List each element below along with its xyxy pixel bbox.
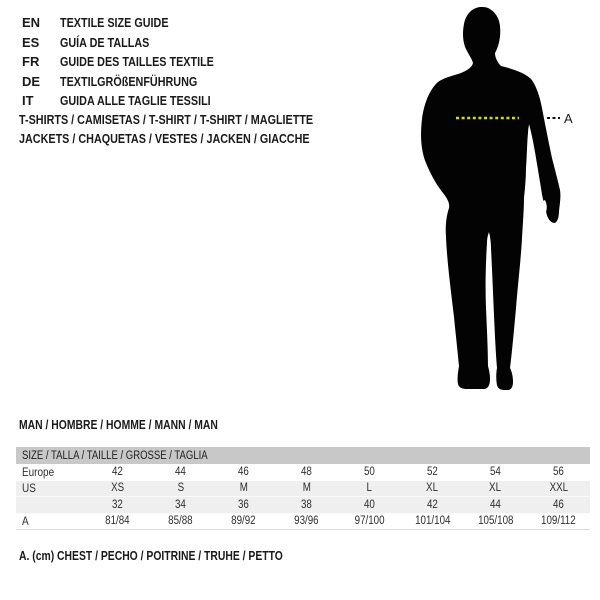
- category-line-2: [19, 129, 373, 148]
- language-code: DE: [22, 73, 41, 89]
- table-row-us: [16, 481, 590, 498]
- language-code: IT: [22, 93, 34, 109]
- language-row-es: [22, 33, 245, 53]
- size-cell: 97/100: [354, 515, 385, 528]
- category-line-1: [19, 110, 373, 129]
- language-label: TEXTILGRÖßENFÜHRUNG: [60, 73, 198, 89]
- man-silhouette-svg: [395, 0, 600, 400]
- language-row-de: [22, 72, 245, 92]
- size-cell: XL: [426, 482, 439, 495]
- category-text: T-SHIRTS / CAMISETAS / T-SHIRT / T-SHIRT / MAGLIETTE: [19, 112, 314, 127]
- size-cell: XXL: [549, 482, 568, 495]
- language-label: GUIDE DES TAILLES TEXTILE: [60, 54, 214, 70]
- size-cell: 40: [364, 498, 375, 511]
- size-cell: 42: [427, 498, 438, 511]
- size-cell: 46: [553, 498, 564, 511]
- size-cell: 34: [175, 498, 186, 511]
- size-cell: 85/88: [168, 515, 193, 528]
- size-cell: 109/112: [541, 515, 576, 528]
- size-cell: 93/96: [294, 515, 319, 528]
- size-cell: M: [239, 482, 248, 495]
- language-code: ES: [22, 34, 40, 50]
- category-text: JACKETS / CHAQUETAS / VESTES / JACKEN / GIACCHE: [19, 131, 310, 146]
- chest-marker-label: A: [564, 111, 573, 126]
- language-code: FR: [22, 54, 40, 70]
- size-cell: 105/108: [477, 515, 514, 528]
- row-label: A: [22, 514, 29, 529]
- size-cell: 32: [112, 498, 123, 511]
- size-cell: 46: [238, 465, 249, 478]
- man-silhouette-figure: [395, 0, 600, 400]
- category-list: [19, 110, 373, 148]
- size-cell: 52: [427, 465, 438, 478]
- size-table-body: [16, 464, 590, 530]
- row-label: US: [22, 481, 36, 496]
- row-label: Europe: [22, 464, 55, 479]
- size-cell: 89/92: [231, 515, 256, 528]
- language-row-en: [22, 13, 245, 33]
- size-cell: XS: [110, 482, 125, 495]
- size-table-header: SIZE / TALLA / TAILLE / GRÖSSE / TAGLIA: [16, 447, 590, 464]
- man-silhouette: [421, 7, 560, 390]
- size-cell: 54: [490, 465, 501, 478]
- size-cell: 44: [490, 498, 501, 511]
- size-cell: 42: [112, 465, 123, 478]
- size-cell: M: [302, 482, 311, 495]
- table-row: [16, 497, 590, 514]
- language-code: EN: [22, 15, 41, 31]
- language-label: GUÍA DE TALLAS: [60, 34, 150, 50]
- size-cell: 44: [175, 465, 186, 478]
- language-label: TEXTILE SIZE GUIDE: [60, 15, 169, 31]
- size-cell: 50: [364, 465, 375, 478]
- size-cell: S: [177, 482, 184, 495]
- size-table: [16, 447, 590, 530]
- size-cell: 101/104: [414, 515, 451, 528]
- size-cell: 38: [301, 498, 312, 511]
- size-cell: 81/84: [105, 515, 130, 528]
- table-row-a: [16, 514, 590, 531]
- measurement-footnote: A. (cm) CHEST / PECHO / POITRINE / TRUHE / PETTO: [19, 549, 283, 563]
- language-row-fr: [22, 52, 245, 72]
- table-row-europe: [16, 464, 590, 481]
- language-list: [22, 13, 245, 111]
- size-cell: 48: [301, 465, 312, 478]
- language-row-it: [22, 91, 245, 111]
- language-label: GUIDA ALLE TAGLIE TESSILI: [60, 93, 211, 109]
- size-cell: 36: [238, 498, 249, 511]
- row-label: [16, 498, 86, 512]
- size-cell: 56: [553, 465, 564, 478]
- size-cell: XL: [489, 482, 502, 495]
- section-title-man: MAN / HOMBRE / HOMME / MANN / MAN: [19, 418, 218, 432]
- size-cell: L: [366, 482, 373, 495]
